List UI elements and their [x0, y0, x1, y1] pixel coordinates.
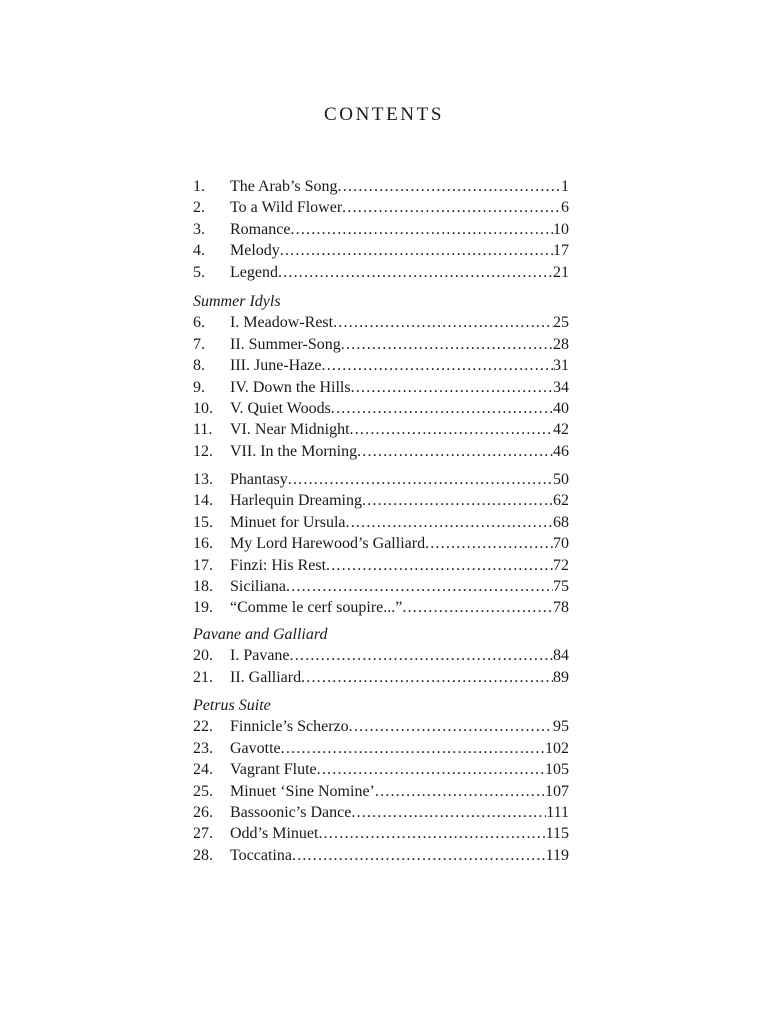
dot-leader [357, 441, 553, 462]
entry-page: 50 [553, 471, 569, 488]
section-heading: Petrus Suite [193, 697, 271, 714]
dot-leader [281, 738, 545, 759]
entry-title: Harlequin Dreaming [230, 492, 362, 510]
section-heading: Summer Idyls [193, 293, 281, 310]
entry-title: Toccatina [230, 846, 292, 864]
toc-entry[interactable] [193, 398, 569, 419]
toc-entry[interactable] [193, 312, 569, 333]
entry-title: Minuet ‘Sine Nomine’ [230, 782, 375, 800]
entry-number: 16. [193, 535, 213, 553]
dot-leader [280, 240, 553, 261]
entry-page: 102 [545, 739, 569, 757]
entry-number: 24. [193, 761, 213, 779]
entry-number: 8. [193, 357, 205, 375]
entry-page: 10 [553, 220, 569, 238]
dot-leader [318, 823, 545, 844]
toc-entry[interactable] [193, 845, 569, 866]
entry-title: Legend [230, 263, 278, 281]
entry-number: 19. [193, 599, 213, 617]
dot-leader [341, 334, 553, 355]
dot-leader [350, 419, 553, 440]
toc-section [193, 176, 569, 283]
dot-leader [286, 576, 553, 597]
entry-title: Vagrant Flute [230, 761, 317, 779]
entry-page: 75 [553, 577, 569, 595]
toc-entry[interactable] [193, 576, 569, 597]
entry-title: Siciliana [230, 577, 286, 595]
entry-page: 95 [553, 718, 569, 736]
entry-number: 10. [193, 399, 213, 417]
entry-page: 70 [553, 535, 569, 553]
dot-leader [333, 312, 553, 333]
entry-number: 6. [193, 314, 205, 332]
entry-title: I. Meadow-Rest [230, 314, 334, 332]
entry-page: 78 [553, 599, 569, 617]
dot-leader [346, 512, 553, 533]
dot-leader [292, 845, 546, 866]
entry-page: 25 [553, 314, 569, 332]
entry-title: Romance [230, 220, 291, 238]
entry-title: Phantasy [230, 471, 288, 488]
entry-number: 25. [193, 782, 213, 800]
dot-leader [288, 469, 553, 490]
entry-title: II. Galliard [230, 668, 302, 686]
toc-entry[interactable] [193, 555, 569, 576]
toc-entry[interactable] [193, 597, 569, 618]
toc-section [193, 469, 569, 619]
toc-entry[interactable] [193, 716, 569, 737]
dot-leader [402, 597, 553, 618]
entry-number: 2. [193, 199, 205, 217]
entry-number: 28. [193, 846, 213, 864]
toc-entry[interactable] [193, 355, 569, 376]
entry-number: 11. [193, 421, 213, 439]
entry-title: I. Pavane [230, 647, 290, 665]
toc-entry[interactable] [193, 176, 569, 197]
entry-title: Minuet for Ursula [230, 513, 346, 531]
entry-number: 5. [193, 263, 205, 281]
entry-number: 12. [193, 442, 213, 460]
entry-title: Bassoonic’s Dance [230, 803, 352, 821]
entry-page: 115 [545, 825, 569, 843]
toc-entry[interactable] [193, 667, 569, 688]
dot-leader [351, 802, 546, 823]
dot-leader [349, 716, 553, 737]
entry-title: My Lord Harewood’s Galliard [230, 535, 426, 553]
toc-entry[interactable] [193, 197, 569, 218]
entry-number: 18. [193, 577, 213, 595]
dot-leader [290, 645, 553, 666]
entry-number: 3. [193, 220, 205, 238]
entry-page: 34 [553, 378, 569, 396]
entry-page: 31 [553, 357, 569, 375]
toc-entry[interactable] [193, 490, 569, 511]
toc-entry[interactable] [193, 377, 569, 398]
entry-page: 119 [545, 846, 569, 864]
entry-title: Odd’s Minuet [230, 825, 319, 843]
entry-title: II. Summer-Song [230, 335, 341, 353]
section-heading: Pavane and Galliard [193, 626, 328, 643]
toc-section [193, 695, 569, 866]
entry-number: 14. [193, 492, 213, 510]
toc-entry[interactable] [193, 512, 569, 533]
entry-title: III. June-Haze [230, 357, 322, 375]
entry-title: The Arab’s Song [230, 178, 338, 195]
toc-entry[interactable] [193, 469, 569, 490]
entry-number: 9. [193, 378, 205, 396]
entry-page: 111 [546, 803, 569, 821]
entry-title: Gavotte [230, 739, 281, 757]
dot-leader [317, 759, 545, 780]
entry-title: Melody [230, 242, 280, 260]
entry-page: 40 [553, 399, 569, 417]
entry-page: 6 [561, 199, 569, 217]
dot-leader [290, 219, 553, 240]
entry-page: 84 [553, 647, 569, 665]
entry-page: 17 [553, 242, 569, 260]
entry-page: 89 [553, 668, 569, 686]
toc-entry[interactable] [193, 533, 569, 554]
dot-leader [342, 197, 561, 218]
entry-title: Finzi: His Rest [230, 556, 327, 574]
toc-entry[interactable] [193, 645, 569, 666]
entry-number: 21. [193, 668, 213, 686]
entry-page: 105 [545, 761, 569, 779]
dot-leader [375, 781, 545, 802]
toc-entry[interactable] [193, 419, 569, 440]
entry-number: 27. [193, 825, 213, 843]
entry-number: 23. [193, 739, 213, 757]
page-title: CONTENTS [323, 104, 445, 125]
entry-number: 4. [193, 242, 205, 260]
entry-page: 46 [553, 442, 569, 460]
entry-number: 15. [193, 513, 213, 531]
toc-entry[interactable] [193, 262, 569, 283]
dot-leader [425, 533, 553, 554]
toc-entry[interactable] [193, 219, 569, 240]
entry-title: To a Wild Flower [230, 199, 343, 217]
entry-title: IV. Down the Hills [230, 378, 351, 396]
toc-entry[interactable] [193, 781, 569, 802]
entry-page: 107 [545, 782, 569, 800]
entry-number: 20. [193, 647, 213, 665]
dot-leader [331, 398, 553, 419]
entry-number: 1. [193, 178, 205, 195]
dot-leader [301, 667, 553, 688]
toc-entry[interactable] [193, 240, 569, 261]
toc-entry[interactable] [193, 759, 569, 780]
entry-title: VII. In the Morning [230, 442, 358, 460]
dot-leader [351, 377, 553, 398]
toc-entry[interactable] [193, 334, 569, 355]
entry-title: “Comme le cerf soupire...” [230, 599, 403, 617]
entry-number: 13. [193, 471, 213, 488]
toc-entry[interactable] [193, 823, 569, 844]
entry-number: 17. [193, 556, 213, 574]
entry-page: 21 [553, 263, 569, 281]
dot-leader [338, 176, 561, 197]
entry-page: 62 [553, 492, 569, 510]
dot-leader [278, 262, 553, 283]
dot-leader [362, 490, 553, 511]
entry-page: 42 [553, 421, 569, 439]
entry-number: 26. [193, 803, 213, 821]
entry-page: 28 [553, 335, 569, 353]
entry-title: V. Quiet Woods [230, 399, 331, 417]
toc-section [193, 624, 569, 688]
entry-number: 22. [193, 718, 213, 736]
entry-page: 68 [553, 513, 569, 531]
entry-page: 1 [561, 178, 569, 195]
dot-leader [322, 355, 554, 376]
entry-number: 7. [193, 335, 205, 353]
entry-title: VI. Near Midnight [230, 421, 350, 439]
toc-entry[interactable] [193, 802, 569, 823]
toc-section [193, 291, 569, 462]
toc-entry[interactable] [193, 738, 569, 759]
entry-title: Finnicle’s Scherzo [230, 718, 349, 736]
dot-leader [326, 555, 553, 576]
toc-entry[interactable] [193, 441, 569, 462]
entry-page: 72 [553, 556, 569, 574]
